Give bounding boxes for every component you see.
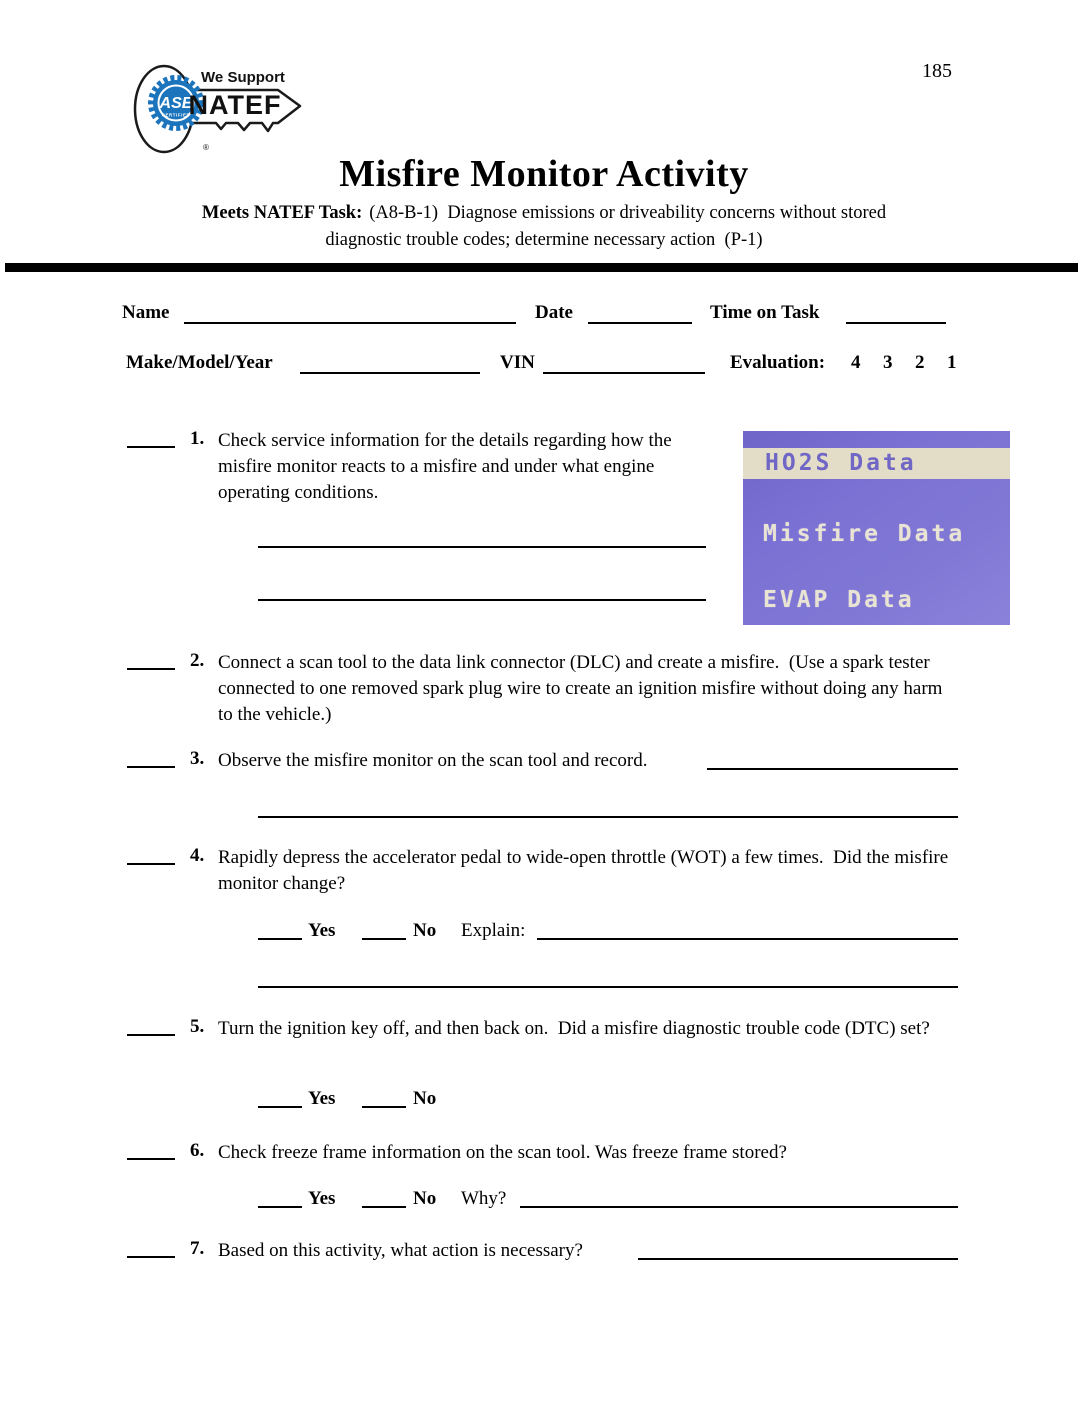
- natef-logo: [130, 54, 305, 154]
- item-6-number: 6.: [190, 1140, 205, 1161]
- item-3-answer-line: [258, 816, 958, 818]
- item-1-checkoff-blank: [127, 446, 175, 448]
- item-1-number: 1.: [190, 428, 205, 449]
- item-4-text: Rapidly depress the accelerator pedal to wide-open throttle (WOT) a few times. Did the misfire monitor change?: [218, 847, 953, 894]
- natef-task-label: Meets NATEF Task:: [201, 203, 363, 223]
- natef-text: NATEF: [188, 90, 282, 120]
- date-field: [588, 322, 692, 324]
- time-on-task-field: [846, 322, 946, 324]
- evaluation-score-2: 2: [915, 352, 925, 373]
- item-1-answer-line-1: [258, 546, 706, 548]
- item-4-yes-blank: [258, 938, 302, 940]
- item-4-no-label: No: [413, 920, 437, 941]
- item-5-yes-blank: [258, 1106, 302, 1108]
- name-field: [184, 322, 516, 324]
- scan-menu-item-ho2s: HO2S Data: [765, 450, 917, 476]
- item-5-checkoff-blank: [127, 1034, 175, 1036]
- item-7-answer-blank: [638, 1258, 958, 1260]
- item-3-text: Observe the misfire monitor on the scan tool and record.: [218, 750, 648, 771]
- natef-task-text: (A8-B-1) Diagnose emissions or driveability concerns without stored: [369, 203, 887, 223]
- scan-menu-highlight: [743, 448, 1010, 479]
- item-6-no-label: No: [413, 1188, 437, 1209]
- item-4-yes-label: Yes: [308, 920, 336, 941]
- name-label: Name: [122, 302, 170, 323]
- certified-text: CERTIFIED: [161, 112, 191, 118]
- item-1-text: Check service information for the details regarding how the misfire monitor reacts to a misfire and under what engine operating conditions.: [218, 430, 677, 503]
- natef-task-line2: diagnostic trouble codes; determine necessary action (P-1): [325, 230, 763, 250]
- item-3-record-blank: [707, 768, 958, 770]
- vin-field: [543, 372, 705, 374]
- item-2-checkoff-blank: [127, 668, 175, 670]
- item-4-number: 4.: [190, 845, 205, 866]
- item-6-yes-label: Yes: [308, 1188, 336, 1209]
- ase-text: ASE: [159, 95, 193, 112]
- item-1-answer-line-2: [258, 599, 706, 601]
- we-support-text: We Support: [201, 69, 285, 86]
- item-4-no-blank: [362, 938, 406, 940]
- date-label: Date: [535, 302, 573, 323]
- item-6-no-blank: [362, 1206, 406, 1208]
- item-7-number: 7.: [190, 1238, 205, 1259]
- item-4-explain-blank: [537, 938, 958, 940]
- item-6-yes-blank: [258, 1206, 302, 1208]
- vin-label: VIN: [500, 352, 535, 373]
- item-4-answer-line: [258, 986, 958, 988]
- item-6-why-label: Why?: [461, 1188, 507, 1209]
- header-divider: [5, 263, 1078, 272]
- item-6-why-blank: [520, 1206, 958, 1208]
- item-7-text: Based on this activity, what action is necessary?: [218, 1240, 583, 1261]
- natef-task-line1: [0, 203, 1088, 224]
- item-5-no-blank: [362, 1106, 406, 1108]
- scan-menu-item-misfire: Misfire Data: [763, 521, 966, 547]
- item-2-number: 2.: [190, 650, 205, 671]
- item-4-explain-label: Explain:: [461, 920, 526, 941]
- page-number: 185: [922, 60, 952, 82]
- item-7-checkoff-blank: [127, 1256, 175, 1258]
- item-2-text: Connect a scan tool to the data link connector (DLC) and create a misfire. (Use a spark tester connected to one removed spark plug wire to create an ignition misfire without doing any harm to the vehicle.): [218, 652, 948, 725]
- item-5-text: Turn the ignition key off, and then back on. Did a misfire diagnostic trouble code (DTC) set?: [218, 1018, 930, 1039]
- make-model-year-field: [300, 372, 480, 374]
- registered-mark: ®: [203, 143, 209, 152]
- page-title: Misfire Monitor Activity: [339, 153, 749, 195]
- time-on-task-label: Time on Task: [710, 302, 820, 323]
- item-5-yes-label: Yes: [308, 1088, 336, 1109]
- item-6-text: Check freeze frame information on the scan tool. Was freeze frame stored?: [218, 1142, 787, 1163]
- item-3-checkoff-blank: [127, 766, 175, 768]
- evaluation-score-3: 3: [883, 352, 893, 373]
- evaluation-score-1: 1: [947, 352, 957, 373]
- item-5-no-label: No: [413, 1088, 437, 1109]
- natef-key-icon: [130, 54, 305, 154]
- item-6-checkoff-blank: [127, 1158, 175, 1160]
- evaluation-score-4: 4: [851, 352, 861, 373]
- make-model-year-label: Make/Model/Year: [126, 352, 273, 373]
- scan-tool-photo: [743, 431, 1010, 625]
- item-3-number: 3.: [190, 748, 205, 769]
- scan-menu-item-evap: EVAP Data: [763, 587, 915, 613]
- evaluation-label: Evaluation:: [730, 352, 826, 373]
- item-5-number: 5.: [190, 1016, 205, 1037]
- item-4-checkoff-blank: [127, 863, 175, 865]
